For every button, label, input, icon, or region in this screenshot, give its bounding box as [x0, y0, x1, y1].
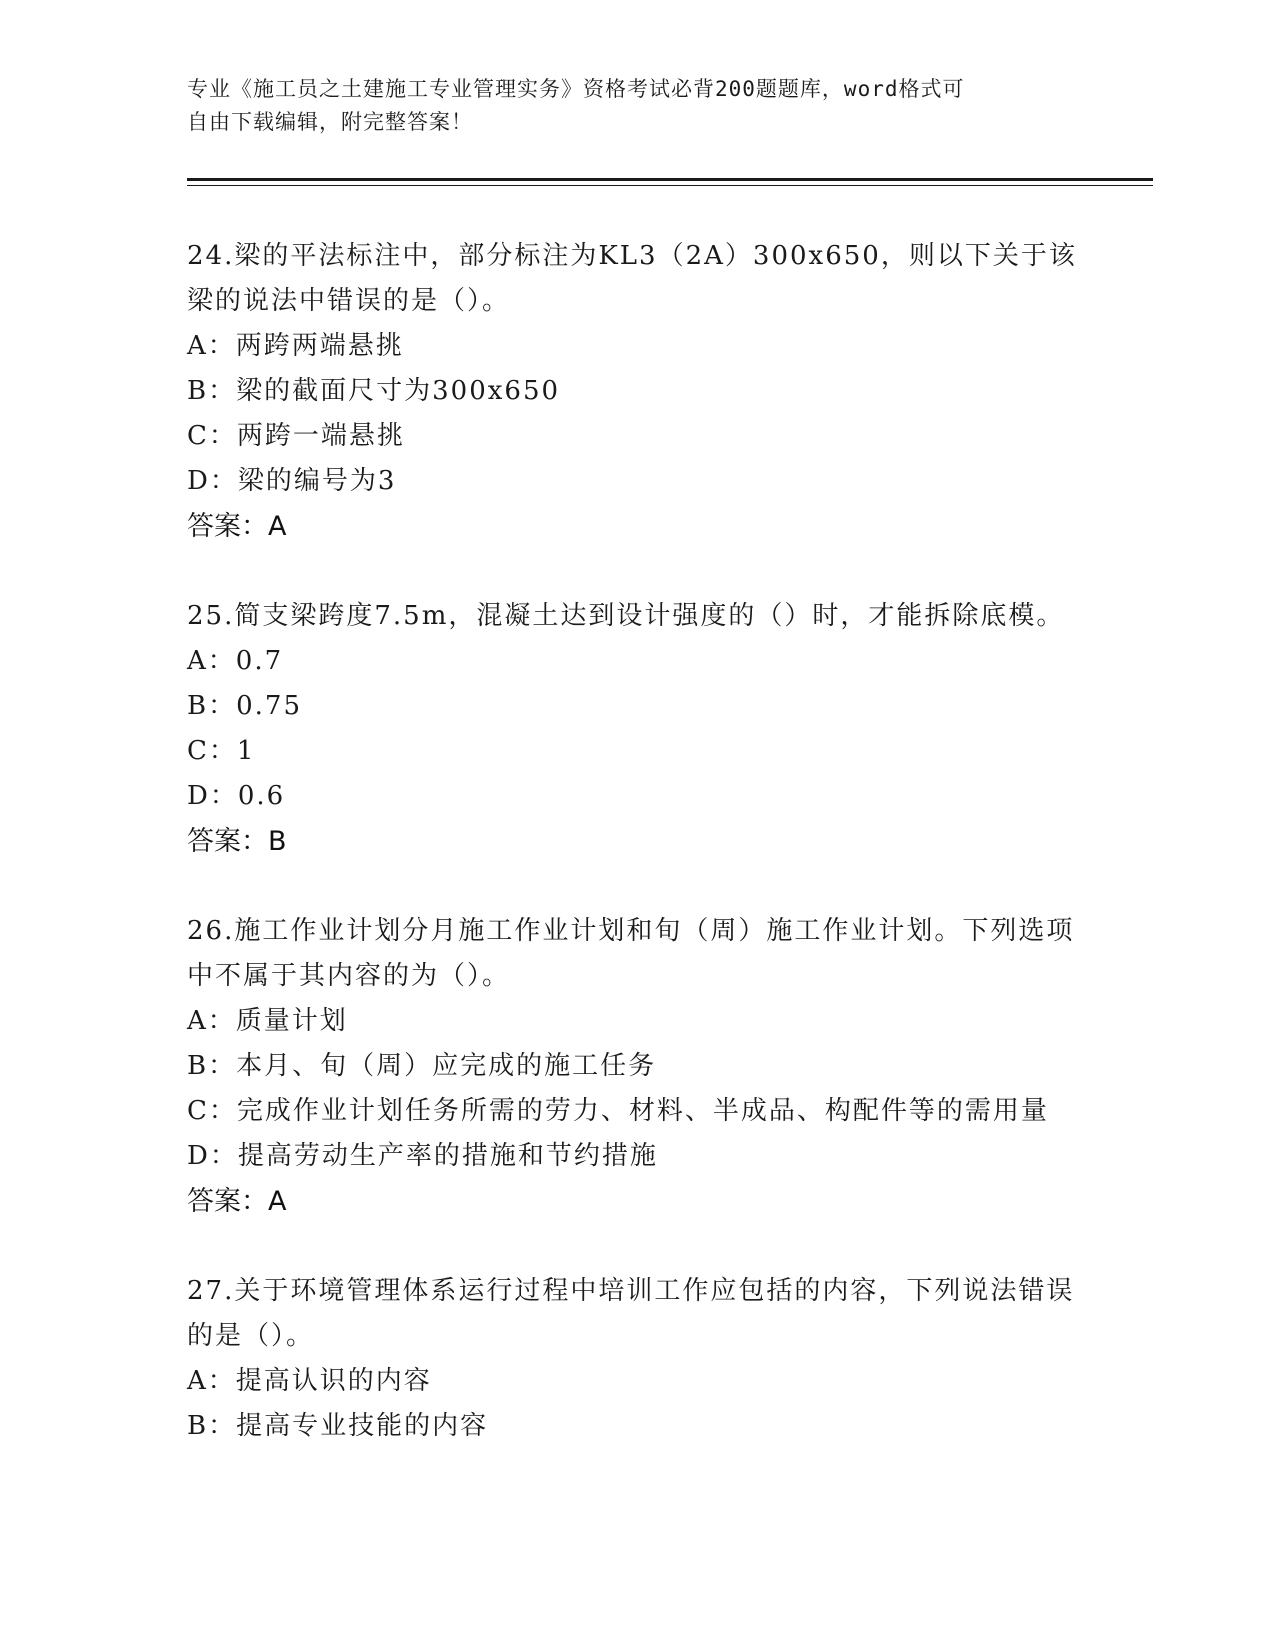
answer-label: 答案：A: [187, 511, 287, 542]
option-b: B：梁的截面尺寸为300x650: [187, 376, 561, 406]
answer-label: 答案：B: [187, 826, 287, 857]
document-header: [187, 73, 1067, 139]
option-d: D：提高劳动生产率的措施和节约措施: [187, 1141, 658, 1171]
question-stem: 25.简支梁跨度7.5m，混凝土达到设计强度的（）时，才能拆除底模。: [187, 601, 1065, 631]
option-d: D：0.6: [187, 781, 286, 811]
option-b: B：提高专业技能的内容: [187, 1411, 489, 1441]
option-c: C：1: [187, 736, 256, 766]
option-c: C：两跨一端悬挑: [187, 421, 405, 451]
question-27: [187, 1269, 1087, 1449]
question-25: [187, 594, 1087, 864]
question-24: [187, 234, 1087, 549]
answer-label: 答案：A: [187, 1186, 287, 1217]
option-d: D：梁的编号为3: [187, 466, 397, 496]
option-a: A：质量计划: [187, 1006, 348, 1036]
option-a: A：提高认识的内容: [187, 1366, 432, 1396]
option-c: C：完成作业计划任务所需的劳力、材料、半成品、构配件等的需用量: [187, 1096, 1049, 1126]
question-stem: 24.梁的平法标注中，部分标注为KL3（2A）300x650，则以下关于该梁的说法中错误的是（）。: [187, 241, 1077, 316]
question-list: [187, 234, 1087, 1449]
header-rule-thick: [187, 178, 1153, 181]
question-stem: 26.施工作业计划分月施工作业计划和旬（周）施工作业计划。下列选项中不属于其内容的为（）。: [187, 916, 1075, 991]
header-rule-thin: [187, 185, 1153, 186]
header-intro-line-2: 自由下载编辑，附完整答案！: [187, 110, 473, 134]
option-b: B：本月、旬（周）应完成的施工任务: [187, 1051, 657, 1081]
option-b: B：0.75: [187, 691, 302, 721]
header-intro-line-1: 专业《施工员之土建施工专业管理实务》资格考试必背200题题库，word格式可: [187, 77, 965, 101]
question-26: [187, 909, 1087, 1224]
option-a: A：两跨两端悬挑: [187, 331, 404, 361]
option-a: A：0.7: [187, 646, 284, 676]
question-stem: 27.关于环境管理体系运行过程中培训工作应包括的内容，下列说法错误的是（）。: [187, 1276, 1075, 1351]
